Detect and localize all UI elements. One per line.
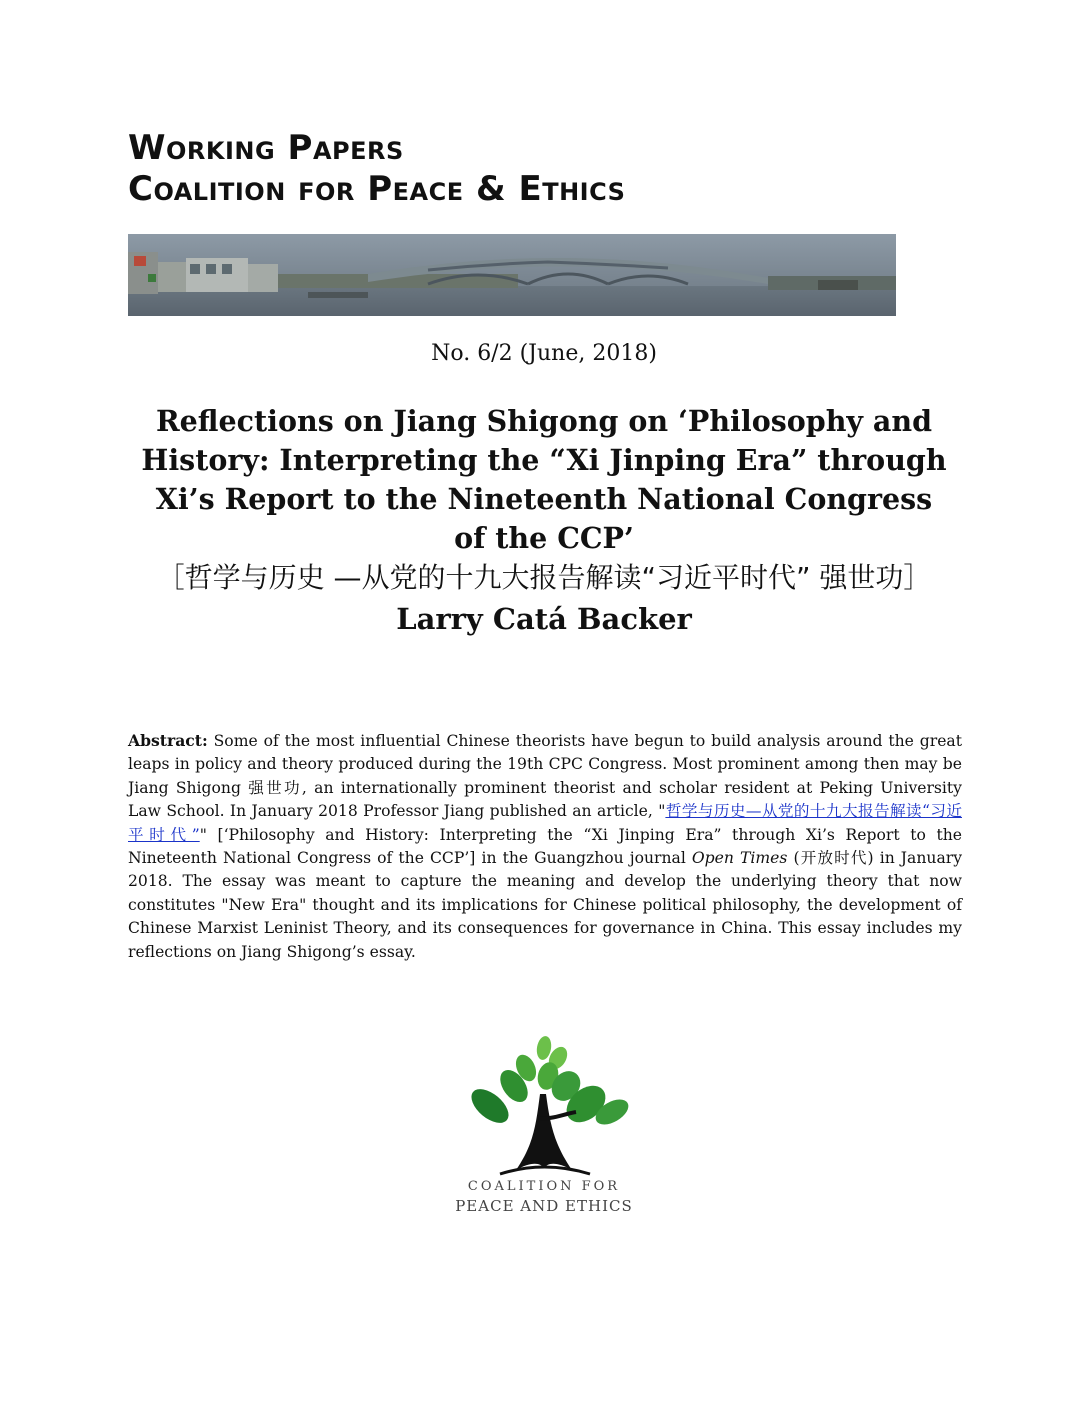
abstract	[128, 729, 962, 964]
logo-text-line2: PEACE AND ETHICS	[455, 1197, 633, 1215]
abstract-text-1: Some of the most influential Chinese theorists have begun to build analysis around the great leaps in policy and theory produced during the 19th CPC Congress. Most prominent among then may be Jiang Shigong 强世功, an internationally prominent theorist and scholar resident at Peking University Law School. In January 2018 Professor Jiang published an article, "	[128, 732, 962, 821]
series-header-line1: Working Papers	[128, 128, 404, 168]
series-header	[128, 128, 625, 210]
abstract-label: Abstract:	[128, 731, 208, 750]
abstract-text-3: (开放时代) in January 2018. The essay was meant to capture the meaning and develop the underlying theory that now constitutes "New Era" thought and its implications for Chinese political philosophy, the development of Chinese Marxist Leninist Theory, and its consequences for governance in China. This essay includes my reflections on Jiang Shigong’s essay.	[128, 849, 963, 961]
logo-text-line1: COALITION FOR	[467, 1179, 621, 1194]
logo-text	[440, 1178, 648, 1216]
issue-number: No. 6/2 (June, 2018)	[431, 341, 657, 366]
abstract-text-2: " [‘Philosophy and History: Interpreting the “Xi Jinping Era” through Xi’s Report to the Nineteenth National Congress of the CCP’] in the Guangzhou journal	[128, 825, 962, 868]
title-chinese: ［哲学与历史 —从党的十九大报告解读“习近平时代” 强世功］	[156, 561, 932, 594]
article-link[interactable]: 哲学与历史—从党的十九大报告解读“习近平时代”	[128, 802, 962, 844]
paper-title	[140, 402, 948, 639]
journal-name: Open Times	[691, 849, 788, 868]
banner-image	[128, 234, 896, 316]
author-name: Larry Catá Backer	[396, 602, 692, 636]
title-english: Reflections on Jiang Shigong on ‘Philosophy and History: Interpreting the “Xi Jinping Era” through Xi’s Report to the Nineteenth National Congress of the CCP’	[141, 404, 947, 555]
series-header-line2: Coalition for Peace & Ethics	[128, 169, 626, 209]
